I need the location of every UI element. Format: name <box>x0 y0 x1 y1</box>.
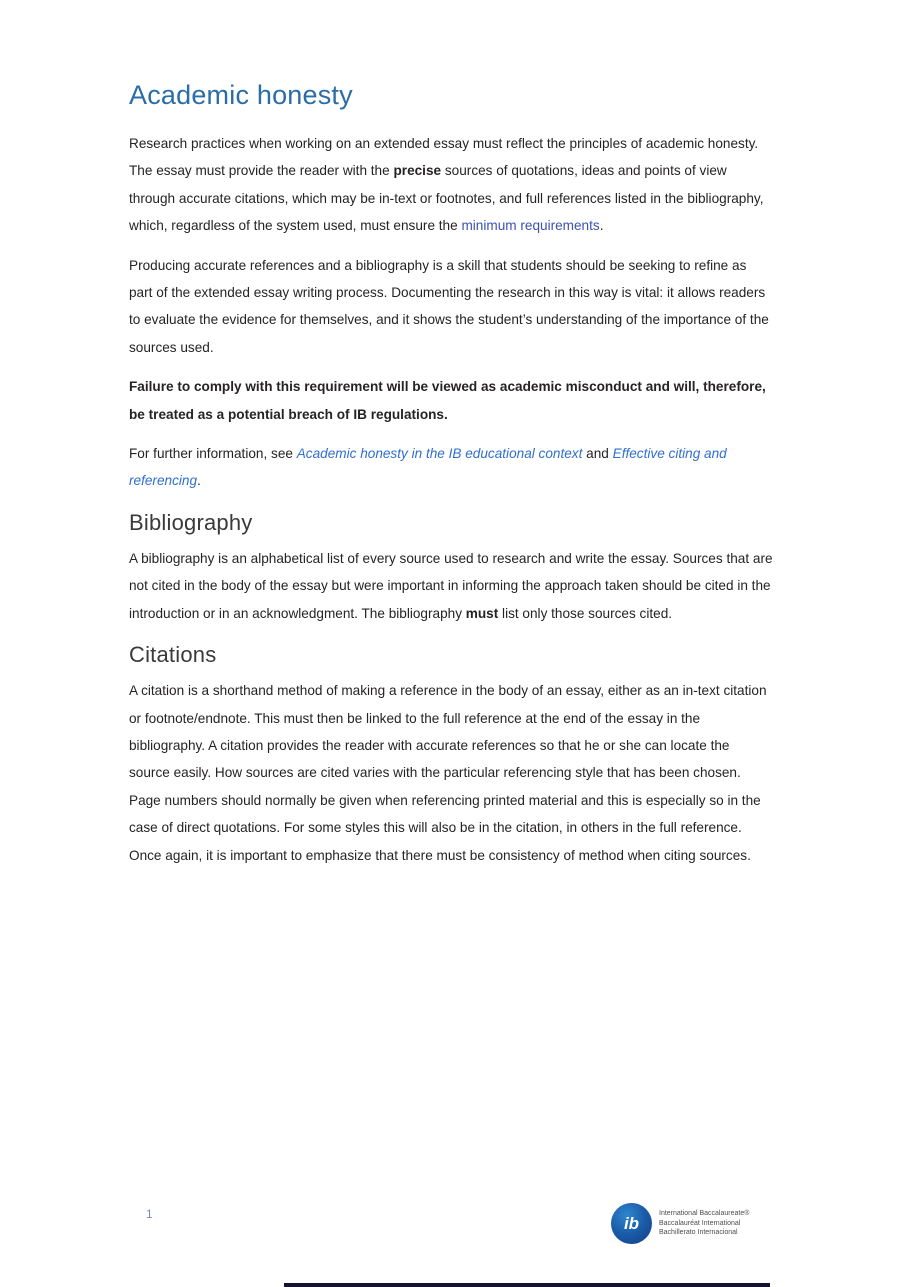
logo-text-line-es: Bachillerato Internacional <box>659 1229 738 1237</box>
logo-text-line-fr: Baccalauréat International <box>659 1219 741 1227</box>
ib-logo-text <box>659 1209 749 1238</box>
paragraph-intro <box>129 130 773 240</box>
page-title: Academic honesty <box>129 80 353 110</box>
text-link[interactable]: minimum requirements <box>461 218 600 234</box>
paragraph-citations <box>129 677 773 869</box>
heading-citations: Citations <box>129 642 217 668</box>
text-run: sources of quotations, ideas and points of view through accurate citations, which may be in-text or footnotes, and full references listed in the bibliography, which, regardless of the system used, must ensure the <box>129 163 764 234</box>
paragraph-references-skill <box>129 252 773 362</box>
logo-text-line-en: International Baccalaureate® <box>659 1210 750 1218</box>
text-run: Failure to comply with this requirement will be viewed as academic misconduct and will, therefore, be treated as a potential breach of IB regulations. <box>129 379 766 422</box>
text-run: . <box>197 473 201 489</box>
text-run: Research practices when working on an extended essay must reflect the principles of academic honesty. The essay must provide the reader with the <box>129 136 759 179</box>
ib-logo-icon <box>611 1203 652 1244</box>
text-run: For further information, see <box>129 446 297 462</box>
text-run: A citation is a shorthand method of making a reference in the body of an essay, either as an in-text citation or footnote/endnote. This must then be linked to the full reference at the end of the essay in the bibliography. A citation provides the reader with accurate references so that he or she can locate the source easily. How sources are cited varies with the particular referencing style that has been chosen. Page numbers should normally be given when referencing printed material and this is especially so in the case of direct quotations. For some styles this will also be in the citation, in others in the full reference. Once again, it is important to emphasize that there must be consistency of method when citing sources. <box>129 683 767 863</box>
heading-bibliography: Bibliography <box>129 509 253 535</box>
text-link[interactable]: Effective citing and referencing <box>129 446 727 489</box>
paragraph-bibliography <box>129 545 773 627</box>
text-link[interactable]: Academic honesty in the IB educational context <box>296 446 583 462</box>
text-run: list only those sources cited. <box>498 605 673 621</box>
text-run: Producing accurate references and a bibliography is a skill that students should be seeking to refine as part of the extended essay writing process. Documenting the research in this way is vital: it allows readers to evaluate the evidence for themselves, and it shows the student’s understanding of the importance of the sources used. <box>129 257 769 355</box>
bottom-edge-bar <box>284 1283 770 1287</box>
ib-logo-monogram: ib <box>623 1213 640 1233</box>
paragraph-further-information <box>129 440 773 495</box>
text-run: . <box>599 218 604 234</box>
text-run: A bibliography is an alphabetical list of every source used to research and write the essay. Sources that are not cited in the body of the essay but were important in informing the approach taken should be cited in the introduction or in an acknowledgment. The bibliography <box>129 550 773 621</box>
text-run: precise <box>393 163 442 179</box>
text-run: must <box>465 605 499 621</box>
ib-logo <box>611 1203 749 1244</box>
document-page <box>129 0 773 881</box>
page-number: 1 <box>146 1207 153 1221</box>
paragraph-misconduct-warning <box>129 373 773 428</box>
text-run: and <box>582 446 613 462</box>
